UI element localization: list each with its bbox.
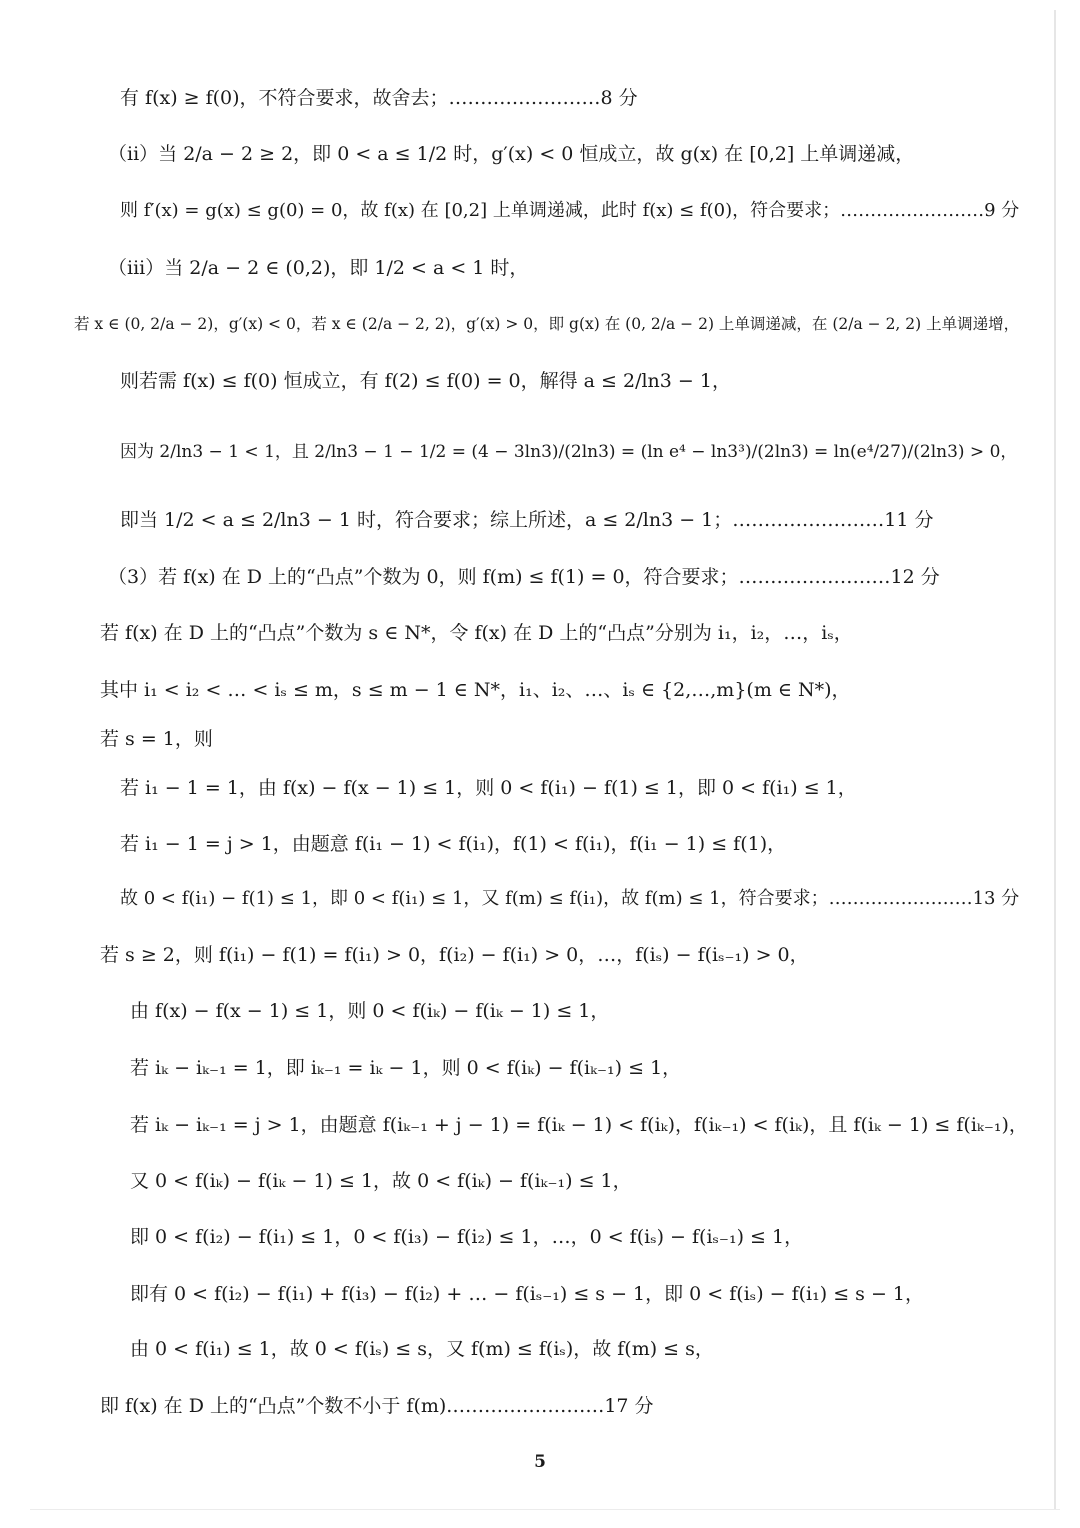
solution-line-19: 若 iₖ − iₖ₋₁ = j > 1，由题意 f(iₖ₋₁ + j − 1) = f(iₖ − 1) < f(iₖ)，f(iₖ₋₁) < f(iₖ)，且 f(iₖ − 1) ≤ f(iₖ₋₁)， [130, 1114, 1028, 1136]
solution-line-9: （3）若 f(x) 在 D 上的“凸点”个数为 0，则 f(m) ≤ f(1) = 0，符合要求；……………………12 分 [108, 566, 940, 588]
scan-edge-bottom [30, 1509, 1060, 1510]
scan-edge-right [1054, 10, 1056, 1510]
solution-line-6: 则若需 f(x) ≤ f(0) 恒成立，有 f(2) ≤ f(0) = 0，解得 a ≤ 2/ln3 − 1， [120, 370, 731, 392]
solution-line-24: 即 f(x) 在 D 上的“凸点”个数不小于 f(m).……………………17 分 [100, 1395, 654, 1417]
solution-line-11: 其中 i₁ < i₂ < … < iₛ ≤ m，s ≤ m − 1 ∈ N*，i₁、i₂、…、iₛ ∈ {2,…,m}(m ∈ N*)， [100, 679, 851, 701]
solution-line-4: （iii）当 2/a − 2 ∈ (0,2)，即 1/2 < a < 1 时， [108, 257, 529, 279]
solution-line-18: 若 iₖ − iₖ₋₁ = 1，即 iₖ₋₁ = iₖ − 1，则 0 < f(iₖ) − f(iₖ₋₁) ≤ 1， [130, 1057, 682, 1079]
solution-line-16: 若 s ≥ 2，则 f(i₁) − f(1) = f(i₁) > 0，f(i₂) − f(i₁) > 0，…，f(iₛ) − f(iₛ₋₁) > 0， [100, 944, 809, 966]
solution-line-13: 若 i₁ − 1 = 1，由 f(x) − f(x − 1) ≤ 1，则 0 < f(i₁) − f(1) ≤ 1，即 0 < f(i₁) ≤ 1， [120, 777, 857, 799]
solution-line-8: 即当 1/2 < a ≤ 2/ln3 − 1 时，符合要求；综上所述，a ≤ 2/ln3 − 1；……………………11 分 [120, 509, 934, 531]
solution-line-3: 则 f′(x) = g(x) ≤ g(0) = 0，故 f(x) 在 [0,2] 上单调递减，此时 f(x) ≤ f(0)，符合要求；……………………9 分 [120, 200, 1020, 221]
page-number: 5 [534, 1452, 546, 1472]
solution-line-15: 故 0 < f(i₁) − f(1) ≤ 1，即 0 < f(i₁) ≤ 1，又 f(m) ≤ f(i₁)，故 f(m) ≤ 1，符合要求；……………………13 分 [120, 888, 1020, 909]
solution-line-20: 又 0 < f(iₖ) − f(iₖ − 1) ≤ 1，故 0 < f(iₖ) − f(iₖ₋₁) ≤ 1， [130, 1170, 632, 1192]
solution-line-17: 由 f(x) − f(x − 1) ≤ 1，则 0 < f(iₖ) − f(iₖ − 1) ≤ 1， [130, 1000, 610, 1022]
solution-line-7: 因为 2/ln3 − 1 < 1，且 2/ln3 − 1 − 1/2 = (4 − 3ln3)/(2ln3) = (ln e⁴ − ln3³)/(2ln3) = ln(e⁴/27)/(2ln3) > 0， [120, 442, 1018, 462]
solution-line-23: 由 0 < f(i₁) ≤ 1，故 0 < f(iₛ) ≤ s，又 f(m) ≤ f(iₛ)，故 f(m) ≤ s， [130, 1338, 714, 1360]
solution-line-10: 若 f(x) 在 D 上的“凸点”个数为 s ∈ N*，令 f(x) 在 D 上的“凸点”分别为 i₁，i₂，…，iₛ， [100, 622, 853, 644]
solution-line-14: 若 i₁ − 1 = j > 1，由题意 f(i₁ − 1) < f(i₁)，f(1) < f(i₁)，f(i₁ − 1) ≤ f(1)， [120, 833, 787, 855]
solution-line-5: 若 x ∈ (0, 2/a − 2)，g′(x) < 0，若 x ∈ (2/a − 2, 2)，g′(x) > 0，即 g(x) 在 (0, 2/a − 2) 上单调递减，在 (2/a − 2, 2) 上单调递增， [74, 315, 1020, 333]
solution-line-22: 即有 0 < f(i₂) − f(i₁) + f(i₃) − f(i₂) + … − f(iₛ₋₁) ≤ s − 1，即 0 < f(iₛ) − f(i₁) ≤ s − 1， [130, 1283, 924, 1305]
solution-line-12: 若 s = 1，则 [100, 728, 213, 750]
solution-line-21: 即 0 < f(i₂) − f(i₁) ≤ 1，0 < f(i₃) − f(i₂) ≤ 1，…，0 < f(iₛ) − f(iₛ₋₁) ≤ 1， [130, 1226, 804, 1248]
solution-line-1: 有 f(x) ≥ f(0)，不符合要求，故舍去；……………………8 分 [120, 87, 638, 109]
solution-line-2: （ii）当 2/a − 2 ≥ 2，即 0 < a ≤ 1/2 时，g′(x) < 0 恒成立，故 g(x) 在 [0,2] 上单调递减， [108, 143, 915, 165]
